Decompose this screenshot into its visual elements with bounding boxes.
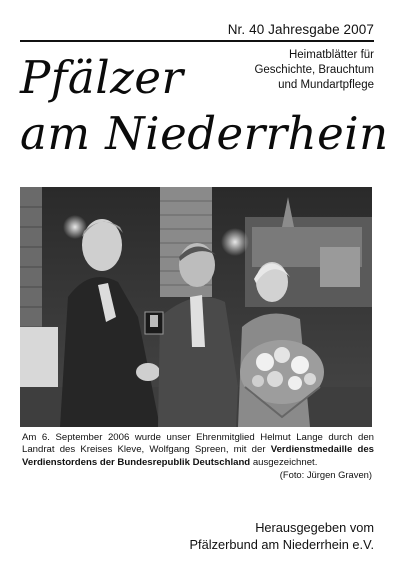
photo-credit: (Foto: Jürgen Graven) (279, 469, 372, 480)
title-line-2: am Niederrhein (20, 107, 389, 160)
subtitle-line-2: Geschichte, Brauchtum (254, 64, 374, 76)
title-line-1: Pfälzer (20, 51, 184, 104)
publisher-line-1: Herausgegeben vom (255, 520, 374, 535)
publisher-block (190, 519, 374, 553)
caption-bold-award: Verdienstmedaille des Verdienstordens der Bundesrepublik Deutschland (22, 444, 374, 468)
subtitle-line-3: und Mundartpflege (278, 79, 374, 91)
photo-caption (22, 432, 374, 469)
issue-label: Nr. 40 Jahresgabe 2007 (227, 22, 374, 37)
publisher-line-2: Pfälzerbund am Niederrhein e.V. (189, 537, 374, 552)
page-title (20, 50, 389, 162)
header-rule (20, 40, 374, 42)
caption-text-1: Am 6. September 2006 wurde unser Ehrenmitglied Helmut Lange durch den Landrat des Kreises Kleve, Wolfgang Spreen, mit der (22, 432, 374, 456)
caption-text-2: ausgezeichnet. (250, 456, 318, 468)
subtitle-line-1: Heimatblätter für (288, 49, 374, 61)
award-ceremony-photo (20, 187, 372, 427)
